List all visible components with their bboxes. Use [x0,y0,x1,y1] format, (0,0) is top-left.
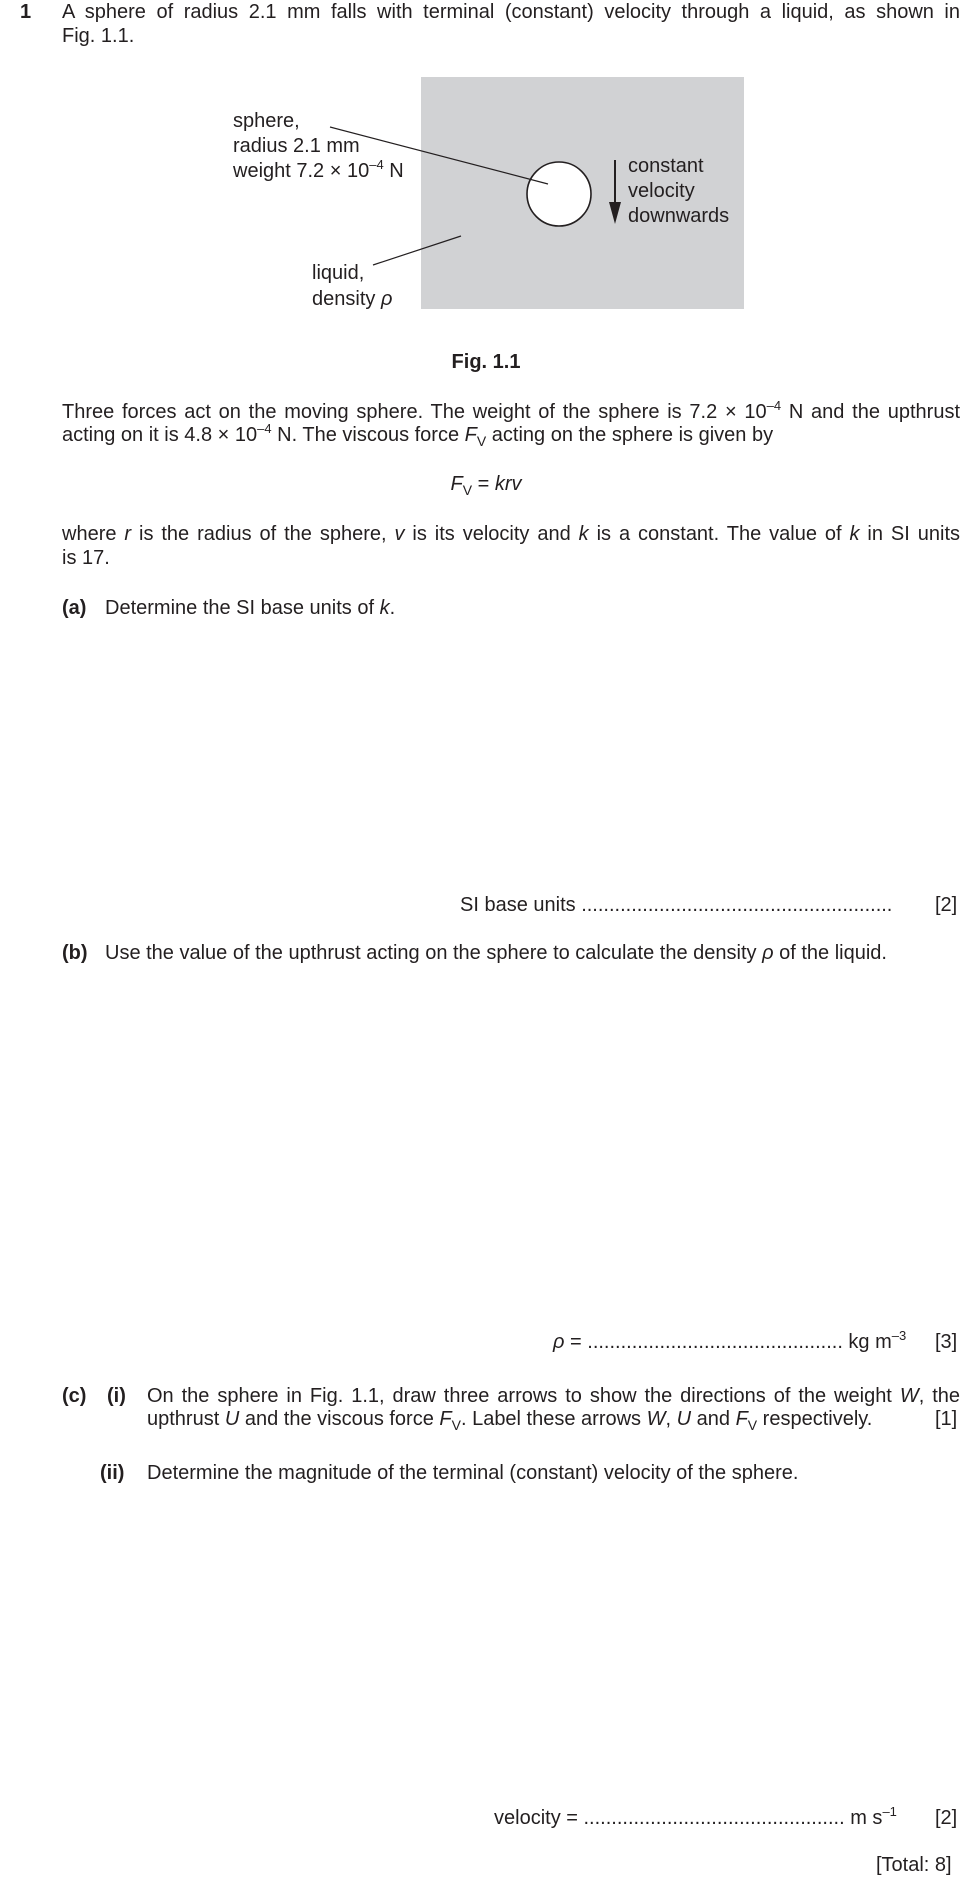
part-b-answer-line[interactable]: ρ = .............................................. kg $m^{-3}$ [553,1328,907,1353]
part-c-i-line-1: On the sphere in Fig. 1.1, draw three arrows to show the directions of the weight W, the [147,1385,960,1407]
part-c-ii-answer-dots[interactable]: ............................................... [583,1807,845,1829]
sphere-label-line-1: sphere, [233,110,300,132]
equation: $F_V$ = krv [450,473,522,498]
part-c-ii-question: Determine the magnitude of the terminal (constant) velocity of the sphere. [147,1462,799,1484]
velocity-label-line-3: downwards [628,205,730,227]
part-a-label: (a) [62,597,87,619]
intro-line-1: A sphere of radius 2.1 mm falls with terminal (constant) velocity through a liquid, as shown in [62,1,960,23]
part-c-ii-label: (ii) [100,1462,125,1484]
part-a-answer-line[interactable]: SI base units ........................................................ [460,894,893,916]
part-a-marks: [2] [935,894,958,916]
part-c-i-line-2: upthrust U and the viscous force $F_V$. Label these arrows W, U and $F_V$ respectively. [147,1408,873,1433]
where-line-1: where r is the radius of the sphere, v is its velocity and k is a constant. The value of k in SI units [62,523,960,545]
part-b-marks: [3] [935,1331,958,1353]
part-c-i-marks: [1] [935,1408,958,1430]
question-number: 1 [20,1,32,23]
part-c-ii-answer-line[interactable]: velocity = ............................................... m $s^{-1}$ [494,1804,897,1829]
figure-drawing [0,0,972,320]
part-c-label: (c) [62,1385,87,1407]
part-b-question: Use the value of the upthrust acting on the sphere to calculate the density ρ of the liquid. [105,942,887,964]
intro-line-2: Fig. 1.1. [62,25,135,47]
liquid-label-line-1: liquid, [312,262,365,284]
velocity-label-line-2: velocity [628,180,695,202]
where-line-2: is 17. [62,547,110,569]
total-marks: [Total: 8] [876,1854,952,1876]
figure-1-1 [0,0,972,320]
part-c-ii-marks: [2] [935,1807,958,1829]
part-a-answer-dots[interactable]: ........................................................ [581,894,893,916]
part-b-label: (b) [62,942,88,964]
sphere-label-line-3: weight $7.2 \times 10^{-4}$ N [233,157,404,182]
sphere [527,162,591,226]
forces-line-1: Three forces act on the moving sphere. The weight of the sphere is $7.2 \times 10^{-4}$ N and the upthrust [62,398,960,423]
forces-line-2: acting on it is $4.8 \times 10^{-4}$ N. The viscous force $F_V$ acting on the sphere is given by [62,421,774,449]
part-c-i-label: (i) [107,1385,126,1407]
sphere-label-line-2: radius 2.1 mm [233,135,360,157]
part-a-question: Determine the SI base units of k. [105,597,396,619]
figure-caption: Fig. 1.1 [451,351,521,373]
part-b-answer-dots[interactable]: .............................................. [587,1331,843,1353]
velocity-label-line-1: constant [628,155,704,177]
liquid-label-line-2: density ρ [312,288,393,310]
